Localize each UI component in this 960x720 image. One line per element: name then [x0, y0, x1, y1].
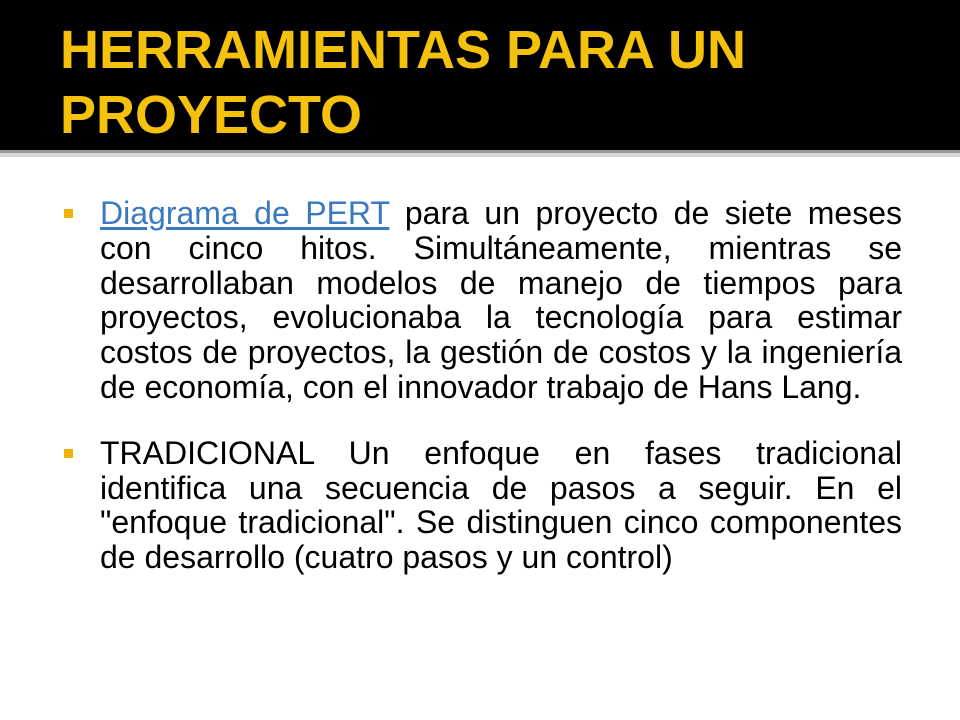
slide-title: HERRAMIENTAS PARA UN PROYECTO: [60, 20, 746, 145]
square-bullet-icon: [64, 449, 73, 458]
bullet-text: TRADICIONAL Un enfoque en fases tradicional identifica una secuencia de pasos a seguir. En el "enfoque tradicional". Se distinguen cinco componentes de desarrollo (cuatro pasos y un control): [100, 434, 902, 576]
header-divider-highlight: [0, 153, 960, 157]
bullet-item-pert: [100, 196, 902, 405]
bullet-list: [100, 196, 902, 575]
bullet-item-tradicional: [100, 436, 902, 575]
pert-diagram-link[interactable]: Diagrama de PERT: [100, 195, 390, 231]
square-bullet-icon: [64, 209, 73, 218]
bullet-text: para un proyecto de siete meses con cinco hitos. Simultáneamente, mientras se desarrollaban modelos de manejo de tiempos para proyectos, evolucionaba la tecnología para estimar costos de proyectos, la gestión de costos y la ingeniería de economía, con el innovador trabajo de Hans Lang.: [100, 195, 902, 405]
